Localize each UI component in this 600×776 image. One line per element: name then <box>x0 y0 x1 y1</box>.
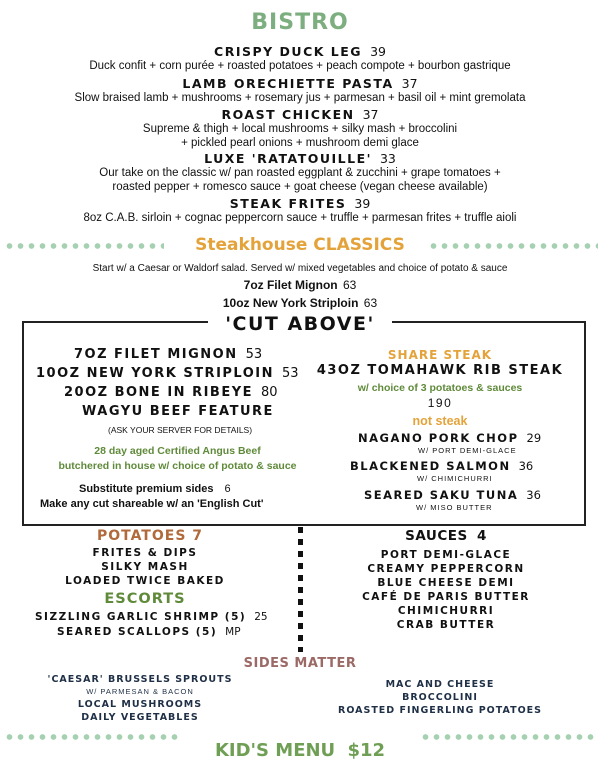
item-name: SEARED SAKU TUNA <box>364 488 519 502</box>
escort-item <box>57 626 241 638</box>
potatoes-price: 7 <box>192 528 204 544</box>
not-steak-item <box>358 431 541 445</box>
item-name: BLACKENED SALMON <box>350 459 511 473</box>
bistro-item <box>0 76 600 105</box>
item-name: WAGYU BEEF FEATURE <box>82 404 274 419</box>
item-price: 53 <box>282 366 299 381</box>
aged-note: 28 day aged Certified Angus Beef <box>94 445 261 457</box>
classics-item <box>0 296 600 310</box>
item-name: STEAK FRITES <box>229 196 347 211</box>
side-item: MAC AND CHEESE <box>385 679 495 690</box>
classics-item <box>0 278 600 292</box>
item-name: SIZZLING GARLIC SHRIMP (5) <box>35 611 247 623</box>
ask-server-note: (ASK YOUR SERVER FOR DETAILS) <box>108 425 253 435</box>
cut-item <box>82 404 274 419</box>
not-steak-item <box>364 488 541 502</box>
column-divider <box>298 527 303 652</box>
english-cut-note: Make any cut shareable w/ an 'English Cut' <box>40 498 264 510</box>
item-name: LAMB ORECHIETTE PASTA <box>182 76 394 91</box>
sauce-item: CAFÉ DE PARIS BUTTER <box>362 591 530 603</box>
item-price: MP <box>225 626 241 638</box>
item-price: 39 <box>370 44 386 59</box>
item-name: CRISPY DUCK LEG <box>214 44 363 59</box>
not-steak-sub: W/ CHIMICHURRI <box>417 474 493 483</box>
item-description: roasted pepper + romesco sauce + goat cheese (vegan cheese available) <box>112 181 488 193</box>
sauce-item: CHIMICHURRI <box>397 605 495 617</box>
substitute-label: Substitute premium sides <box>79 483 214 495</box>
item-price: 37 <box>401 76 418 91</box>
item-price: 80 <box>261 385 278 400</box>
item-price: 53 <box>245 347 263 362</box>
sauce-item: BLUE CHEESE DEMI <box>377 577 515 589</box>
side-item: 'CAESAR' BRUSSELS SPROUTS <box>47 674 233 685</box>
aged-note: butchered in house w/ choice of potato & sauce <box>58 460 297 472</box>
side-note: W/ PARMESAN & BACON <box>86 687 194 696</box>
not-steak-sub: W/ MISO BUTTER <box>416 503 493 512</box>
item-name: 10OZ NEW YORK STRIPLOIN <box>36 366 275 381</box>
classics-note: Start w/ a Caesar or Waldorf salad. Served w/ mixed vegetables and choice of potato & sauce <box>92 263 508 274</box>
item-price: 36 <box>526 488 541 502</box>
item-name: 7OZ FILET MIGNON <box>74 347 238 362</box>
bistro-item <box>0 44 600 73</box>
item-price: 39 <box>354 196 371 211</box>
side-item: BROCCOLINI <box>402 692 478 703</box>
item-description: 8oz C.A.B. sirloin + cognac peppercorn sauce + truffle + parmesan frites + truffle aioli <box>83 212 517 224</box>
escorts-title: ESCORTS <box>104 591 186 607</box>
sauces-title <box>306 528 586 544</box>
kids-label: KID'S MENU <box>214 740 336 761</box>
tomahawk-price: 190 <box>427 396 453 410</box>
side-item: DAILY VEGETABLES <box>81 712 199 723</box>
side-item: ROASTED FINGERLING POTATOES <box>338 705 542 716</box>
kids-menu-title <box>0 740 600 761</box>
tomahawk-note: w/ choice of 3 potatoes & sauces <box>357 382 523 394</box>
item-name: 7oz Filet Mignon <box>243 278 338 292</box>
kids-price: $12 <box>347 740 386 761</box>
bistro-item <box>0 107 600 150</box>
sauces-price: 4 <box>476 528 487 544</box>
bistro-title: BISTRO <box>251 10 349 35</box>
cut-item <box>64 385 278 400</box>
item-name: LUXE 'RATATOUILLE' <box>204 151 372 166</box>
bistro-item <box>0 196 600 225</box>
sauces-label: SAUCES <box>405 528 468 544</box>
item-description: Supreme & thigh + local mushrooms + silky mash + broccolini <box>142 123 458 135</box>
bistro-item <box>0 151 600 194</box>
item-description: Duck confit + corn purée + roasted potatoes + peach compote + bourbon gastrique <box>89 60 511 72</box>
item-price: 36 <box>518 459 534 473</box>
sauce-item: CRAB BUTTER <box>396 619 496 631</box>
share-steak-title: SHARE STEAK <box>387 348 493 362</box>
potatoes-title <box>0 528 300 544</box>
item-name: ROAST CHICKEN <box>221 107 355 122</box>
not-steak-item <box>350 459 533 473</box>
sauce-item: CREAMY PEPPERCORN <box>367 563 525 575</box>
potatoes-label: POTATOES <box>96 528 187 544</box>
classics-title: Steakhouse CLASSICS <box>195 235 405 255</box>
side-item: LOCAL MUSHROOMS <box>77 699 203 710</box>
potato-item: LOADED TWICE BAKED <box>65 575 225 587</box>
item-name: SEARED SCALLOPS (5) <box>57 626 218 638</box>
sauce-item: PORT DEMI-GLACE <box>380 549 512 561</box>
potato-item: SILKY MASH <box>101 561 189 573</box>
cut-item <box>36 366 299 381</box>
item-price: 25 <box>254 611 268 623</box>
not-steak-title: not steak <box>412 414 468 428</box>
cut-above-title: 'CUT ABOVE' <box>208 313 392 335</box>
item-price: 63 <box>342 278 357 292</box>
escort-item <box>35 611 268 623</box>
substitute-note <box>79 483 231 495</box>
item-price: 37 <box>362 107 379 122</box>
tomahawk-item: 43OZ TOMAHAWK RIB STEAK <box>316 363 564 378</box>
sides-title: SIDES MATTER <box>243 656 357 671</box>
item-description: Slow braised lamb + mushrooms + rosemary jus + parmesan + basil oil + mint gremolata <box>74 92 526 104</box>
item-description: Our take on the classic w/ pan roasted eggplant & zucchini + grape tomatoes + <box>99 167 501 179</box>
item-name: 20OZ BONE IN RIBEYE <box>64 385 254 400</box>
item-name: NAGANO PORK CHOP <box>358 431 519 445</box>
not-steak-sub: W/ PORT DEMI-GLACE <box>418 446 517 455</box>
cut-item <box>74 347 262 362</box>
item-name: 10oz New York Striploin <box>222 296 359 310</box>
item-description: + pickled pearl onions + mushroom demi glace <box>181 137 419 149</box>
item-price: 33 <box>379 151 396 166</box>
item-price: 29 <box>526 431 542 445</box>
item-price: 63 <box>363 296 378 310</box>
substitute-price: 6 <box>224 483 231 495</box>
potato-item: FRITES & DIPS <box>92 547 198 559</box>
